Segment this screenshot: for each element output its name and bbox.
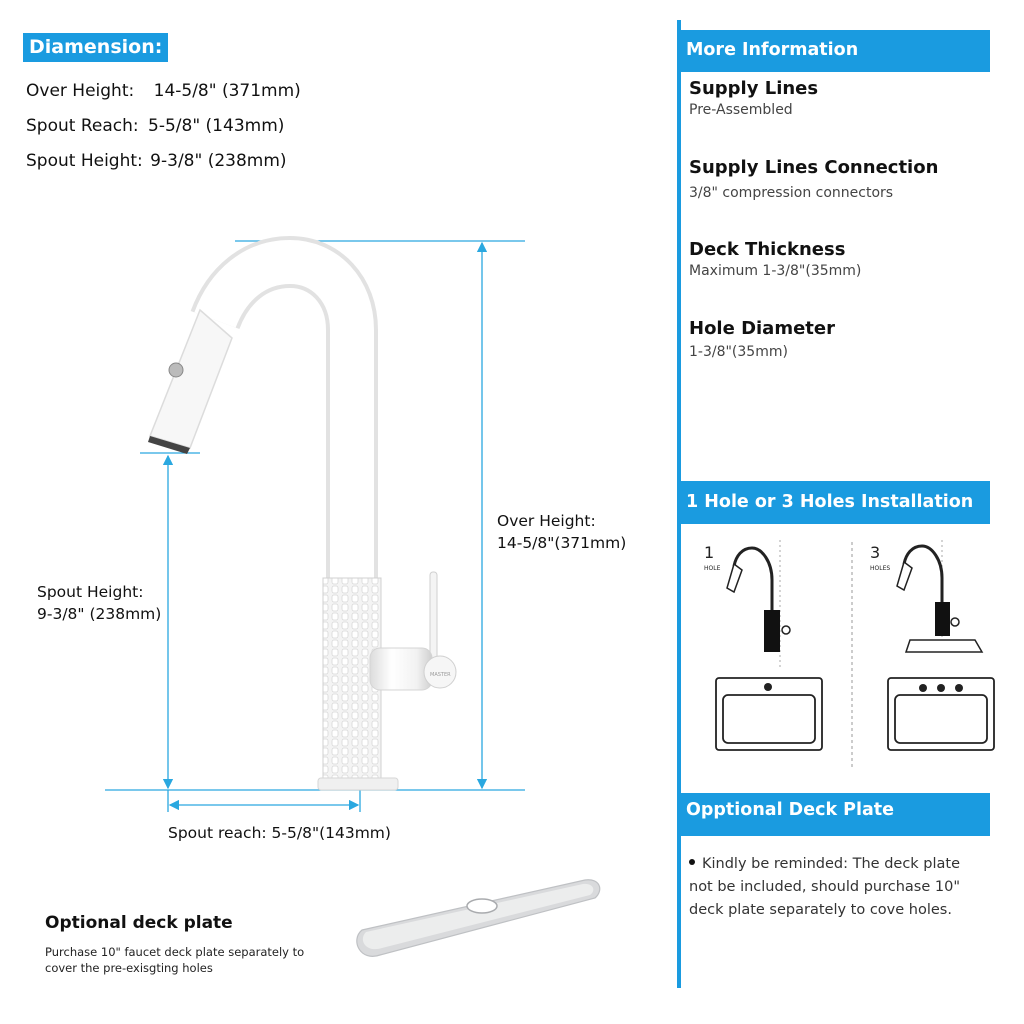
diagram-over-height-label: Over Height: <box>497 512 596 530</box>
optional-plate-note-text1: Kindly be reminded: The deck plate <box>702 856 961 872</box>
info-value: 1-3/8"(35mm) <box>689 344 788 360</box>
dimension-title: Diamension: <box>23 33 168 62</box>
optional-plate-note <box>689 853 989 922</box>
deck-plate-desc <box>45 944 304 976</box>
diagram-over-height <box>497 510 626 554</box>
faucet-brand-mark: MASTER <box>430 672 451 678</box>
more-info-title: More Information <box>679 30 990 72</box>
deck-plate-desc-line2: cover the pre-exisgting holes <box>45 961 213 975</box>
info-item-supply-lines <box>689 78 818 118</box>
info-value: Maximum 1-3/8"(35mm) <box>689 263 862 279</box>
optional-plate-title: Opptional Deck Plate <box>679 793 990 836</box>
diagram-spout-height-value: 9-3/8" (238mm) <box>37 605 162 623</box>
dimension-spout-reach-value: 5-5/8" (143mm) <box>148 116 285 136</box>
optional-plate-note-line3: deck plate separately to cove holes. <box>689 902 952 918</box>
info-heading: Supply Lines <box>689 78 819 99</box>
info-item-hole-diameter <box>689 318 835 360</box>
deck-plate-desc-line1: Purchase 10" faucet deck plate separately to <box>45 945 305 959</box>
diagram-over-height-value: 14-5/8"(371mm) <box>497 534 627 552</box>
info-heading: Hole Diameter <box>689 318 835 339</box>
info-heading: Supply Lines Connection <box>689 157 939 178</box>
install-option-3-number: 3 <box>870 543 881 562</box>
install-option-1-label: HOLE <box>704 565 721 572</box>
deck-plate-title: Optional deck plate <box>45 913 233 933</box>
info-value: 3/8" compression connectors <box>689 185 894 201</box>
info-item-supply-connection <box>689 157 938 201</box>
faucet-illustration <box>148 262 456 790</box>
installation-title: 1 Hole or 3 Holes Installation <box>679 481 990 524</box>
dimension-spout-height-value: 9-3/8" (238mm) <box>150 151 287 171</box>
install-option-3-label: HOLES <box>870 565 891 572</box>
bullet-icon <box>689 859 695 865</box>
optional-plate-note-line1 <box>689 853 989 876</box>
diagram-spout-reach: Spout reach: 5-5/8"(143mm) <box>168 824 391 842</box>
installation-diagram <box>690 530 1010 780</box>
info-heading: Deck Thickness <box>689 239 846 260</box>
deck-plate-illustration <box>357 880 600 957</box>
dimension-spout-height-label: Spout Height: <box>26 151 143 171</box>
dimension-over-height-label: Over Height: <box>26 81 135 101</box>
dimension-guides <box>105 241 525 812</box>
diagram-spout-height-label: Spout Height: <box>37 583 144 601</box>
install-option-1 <box>704 540 822 750</box>
info-item-deck-thickness <box>689 239 861 279</box>
dimension-spout-reach-label: Spout Reach: <box>26 116 139 136</box>
install-option-3 <box>870 540 994 750</box>
info-value: Pre-Assembled <box>689 102 793 118</box>
dimension-over-height-value: 14-5/8" (371mm) <box>153 81 301 101</box>
optional-plate-note-line2: not be included, should purchase 10" <box>689 879 960 895</box>
diagram-spout-height <box>37 581 161 625</box>
install-option-1-number: 1 <box>704 543 715 562</box>
